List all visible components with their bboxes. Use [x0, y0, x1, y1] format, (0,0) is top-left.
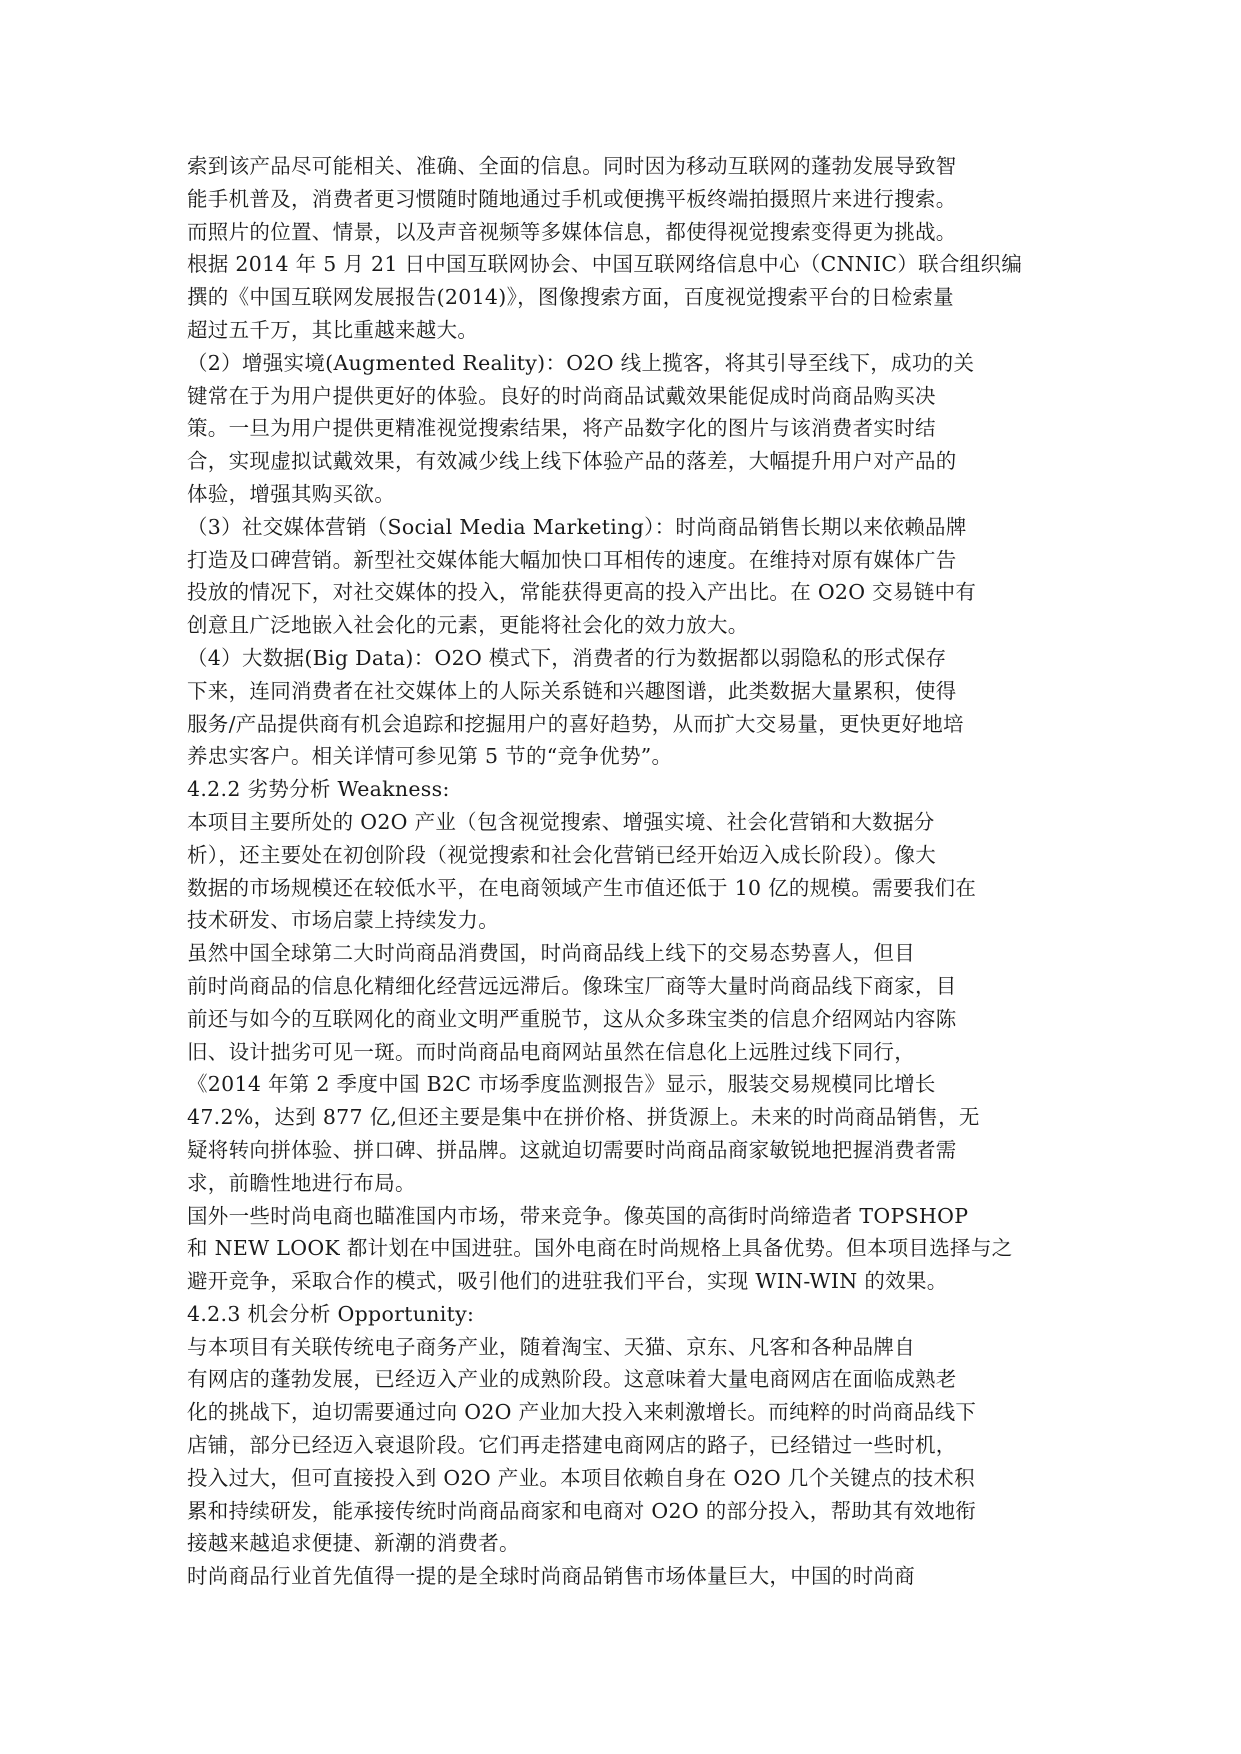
- text-line: 求，前瞻性地进行布局。: [187, 1170, 416, 1195]
- text-line: 累和持续研发，能承接传统时尚商品商家和电商对 O2O 的部分投入，帮助其有效地衔: [187, 1498, 977, 1523]
- text-line: 本项目主要所处的 O2O 产业（包含视觉搜索、增强实境、社会化营销和大数据分: [187, 809, 935, 834]
- text-line: 索到该产品尽可能相关、准确、全面的信息。同时因为移动互联网的蓬勃发展导致智: [187, 154, 957, 178]
- text-line: （3）社交媒体营销（Social Media Marketing）：时尚商品销售长期以来依赖品牌: [187, 514, 967, 539]
- text-line: 投入过大，但可直接投入到 O2O 产业。本项目依赖自身在 O2O 几个关键点的技术积: [187, 1465, 975, 1490]
- text-line: （2）增强实境(Augmented Reality)：O2O 线上揽客，将其引导至线下，成功的关: [187, 350, 975, 375]
- text-line: 合，实现虚拟试戴效果，有效减少线上线下体验产品的落差，大幅提升用户对产品的: [187, 449, 957, 474]
- text-line: 技术研发、市场启蒙上持续发力。: [187, 908, 499, 933]
- body-text: [187, 150, 1067, 1593]
- text-line: 时尚商品行业首先值得一提的是全球时尚商品销售市场体量巨大，中国的时尚商: [187, 1564, 915, 1589]
- section-heading-weakness: 4.2.2 劣势分析 Weakness:: [187, 777, 450, 802]
- text-line: 化的挑战下，迫切需要通过向 O2O 产业加大投入来刺激增长。而纯粹的时尚商品线下: [187, 1400, 977, 1425]
- text-line: 有网店的蓬勃发展，已经迈入产业的成熟阶段。这意味着大量电商网店在面临成熟老: [187, 1367, 957, 1392]
- text-line: 避开竞争，采取合作的模式，吸引他们的进驻我们平台，实现 WIN-WIN 的效果。: [187, 1269, 948, 1294]
- text-line: 47.2%，达到 877 亿,但还主要是集中在拼价格、拼货源上。未来的时尚商品销售，无: [187, 1105, 980, 1130]
- text-line: 前时尚商品的信息化精细化经营远远滞后。像珠宝厂商等大量时尚商品线下商家，目: [187, 973, 957, 998]
- text-line: 疑将转向拼体验、拼口碑、拼品牌。这就迫切需要时尚商品商家敏锐地把握消费者需: [187, 1137, 957, 1162]
- text-line: 与本项目有关联传统电子商务产业，随着淘宝、天猫、京东、凡客和各种品牌自: [187, 1334, 915, 1359]
- text-line: 前还与如今的互联网化的商业文明严重脱节，这从众多珠宝类的信息介绍网站内容陈: [187, 1006, 957, 1031]
- section-heading-opportunity: 4.2.3 机会分析 Opportunity:: [187, 1301, 475, 1326]
- text-line: 而照片的位置、情景，以及声音视频等多媒体信息，都使得视觉搜索变得更为挑战。: [187, 219, 957, 244]
- text-line: 服务/产品提供商有机会追踪和挖掘用户的喜好趋势，从而扩大交易量，更快更好地培: [187, 711, 964, 736]
- text-line: 旧、设计拙劣可见一斑。而时尚商品电商网站虽然在信息化上远胜过线下同行，: [187, 1039, 915, 1064]
- text-line: 接越来越追求便捷、新潮的消费者。: [187, 1531, 520, 1556]
- text-line: 投放的情况下，对社交媒体的投入，常能获得更高的投入产出比。在 O2O 交易链中有: [187, 580, 977, 605]
- text-line: 策。一旦为用户提供更精准视觉搜索结果，将产品数字化的图片与该消费者实时结: [187, 416, 936, 441]
- text-line: 《2014 年第 2 季度中国 B2C 市场季度监测报告》显示，服装交易规模同比增长: [187, 1072, 936, 1097]
- text-line: 能手机普及，消费者更习惯随时随地通过手机或便携平板终端拍摄照片来进行搜索。: [187, 186, 957, 211]
- text-line: 店铺，部分已经迈入衰退阶段。它们再走搭建电商网店的路子，已经错过一些时机，: [187, 1433, 957, 1458]
- text-line: 养忠实客户。相关详情可参见第 5 节的“竞争优势”。: [187, 744, 673, 769]
- text-line: 数据的市场规模还在较低水平，在电商领域产生市值还低于 10 亿的规模。需要我们在: [187, 875, 977, 900]
- text-line: （4）大数据(Big Data)：O2O 模式下，消费者的行为数据都以弱隐私的形式保存: [187, 645, 947, 670]
- text-line: 打造及口碑营销。新型社交媒体能大幅加快口耳相传的速度。在维持对原有媒体广告: [187, 547, 957, 572]
- text-line: 析），还主要处在初创阶段（视觉搜索和社会化营销已经开始迈入成长阶段）。像大: [187, 842, 937, 867]
- text-line: 下来，连同消费者在社交媒体上的人际关系链和兴趣图谱，此类数据大量累积，使得: [187, 678, 957, 703]
- text-line: 超过五千万，其比重越来越大。: [187, 317, 479, 342]
- text-line: 创意且广泛地嵌入社会化的元素，更能将社会化的效力放大。: [187, 613, 749, 638]
- text-line: 体验，增强其购买欲。: [187, 481, 395, 506]
- text-line: 虽然中国全球第二大时尚商品消费国，时尚商品线上线下的交易态势喜人，但目: [187, 941, 915, 966]
- text-line: 键常在于为用户提供更好的体验。良好的时尚商品试戴效果能促成时尚商品购买决: [187, 383, 936, 408]
- text-line: 国外一些时尚电商也瞄准国内市场，带来竞争。像英国的高街时尚缔造者 TOPSHOP: [187, 1203, 969, 1228]
- text-line: 撰的《中国互联网发展报告(2014)》，图像搜索方面，百度视觉搜索平台的日检索量: [187, 285, 954, 310]
- text-line: 根据 2014 年 5 月 21 日中国互联网协会、中国互联网络信息中心（CNNIC）联合组织编: [187, 252, 1023, 277]
- text-line: 和 NEW LOOK 都计划在中国进驻。国外电商在时尚规格上具备优势。但本项目选择与之: [187, 1236, 1013, 1261]
